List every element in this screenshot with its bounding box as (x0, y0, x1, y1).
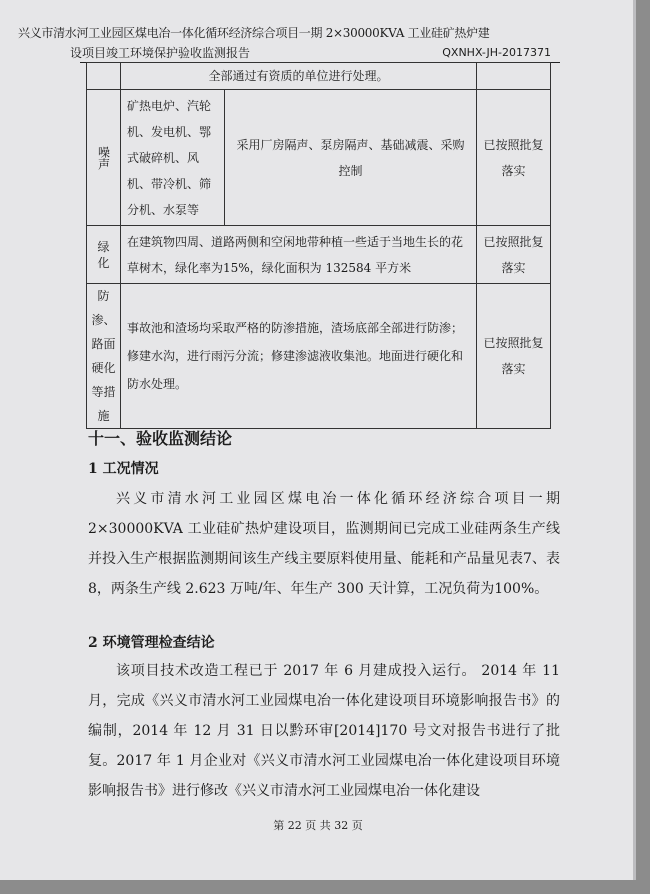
category-label: 绿化 (97, 239, 110, 270)
report-header-title: 兴义市清水河工业园区煤电冶一体化循环经济综合项目一期 2×30000KVA 工业硅矿热炉建 (18, 26, 490, 40)
table-cell-category (87, 90, 121, 226)
environmental-measures-table (86, 62, 551, 429)
table-row (87, 63, 551, 90)
paragraph-operating-conditions: 兴义市清水河工业园区煤电冶一体化循环经济综合项目一期 2×30000KVA 工业硅矿热炉建设项目，监测期间已完成工业硅两条生产线并投入生产根据监测期间该生产线主要原料使用量、能耗和产品量见表7、表 8，两条生产线 2.623 万吨/年、年生产 300 天计算，工况负荷为100%。 (88, 491, 560, 597)
report-code: QXNHX-JH-2017371 (442, 46, 551, 59)
report-header-subtitle: 设项目竣工环境保护验收监测报告 (70, 46, 251, 60)
table-cell-status: 已按照批复落实 (477, 90, 551, 226)
section-heading: 十一、验收监测结论 (88, 429, 233, 448)
table-cell-measure: 事故池和渣场均采取严格的防渗措施，渣场底部全部进行防渗；修建水沟，进行雨污分流；修建渗滤液收集池。地面进行硬化和防水处理。 (121, 284, 477, 429)
subsection-heading-operating-conditions: 1 工况情况 (88, 461, 159, 477)
page-number: 第 22 页 共 32 页 (273, 819, 363, 832)
table-row (87, 226, 551, 284)
table-cell-category (87, 284, 121, 429)
table-cell-measure: 采用厂房隔声、泵房隔声、基础减震、采购控制 (225, 90, 477, 226)
table-cell-status: 已按照批复落实 (477, 284, 551, 429)
table-cell-measure: 全部通过有资质的单位进行处理。 (121, 63, 477, 90)
table-cell-measure: 在建筑物四周、道路两侧和空闲地带种植一些适于当地生长的花草树木，绿化率为15%，绿化面积为 132584 平方米 (121, 226, 477, 284)
table-cell-status: 已按照批复落实 (477, 226, 551, 284)
table-row (87, 284, 551, 429)
category-label: 防渗、路面硬化等措施 (91, 289, 116, 423)
table-row (87, 90, 551, 226)
category-label: 噪声 (96, 145, 111, 170)
paragraph-environmental-management: 该项目技术改造工程已于 2017 年 6 月建成投入运行。 2014 年 11 月，完成《兴义市清水河工业园煤电冶一体化建设项目环境影响报告书》的编制，2014 年 12 月 31 日以黔环审[2014]170 号文对报告书进行了批复。2017 年 1 月企业对《兴义市清水河工业园煤电冶一体化建设项目环境影响报告书》进行修改《兴义市清水河工业园煤电冶一体化建设 (88, 663, 560, 799)
table-cell-source: 矿热电炉、汽轮机、发电机、鄂式破碎机、风机、带冷机、筛分机、水泵等 (121, 90, 225, 226)
table-cell-category (87, 226, 121, 284)
subsection-heading-environmental-management: 2 环境管理检查结论 (88, 635, 215, 651)
